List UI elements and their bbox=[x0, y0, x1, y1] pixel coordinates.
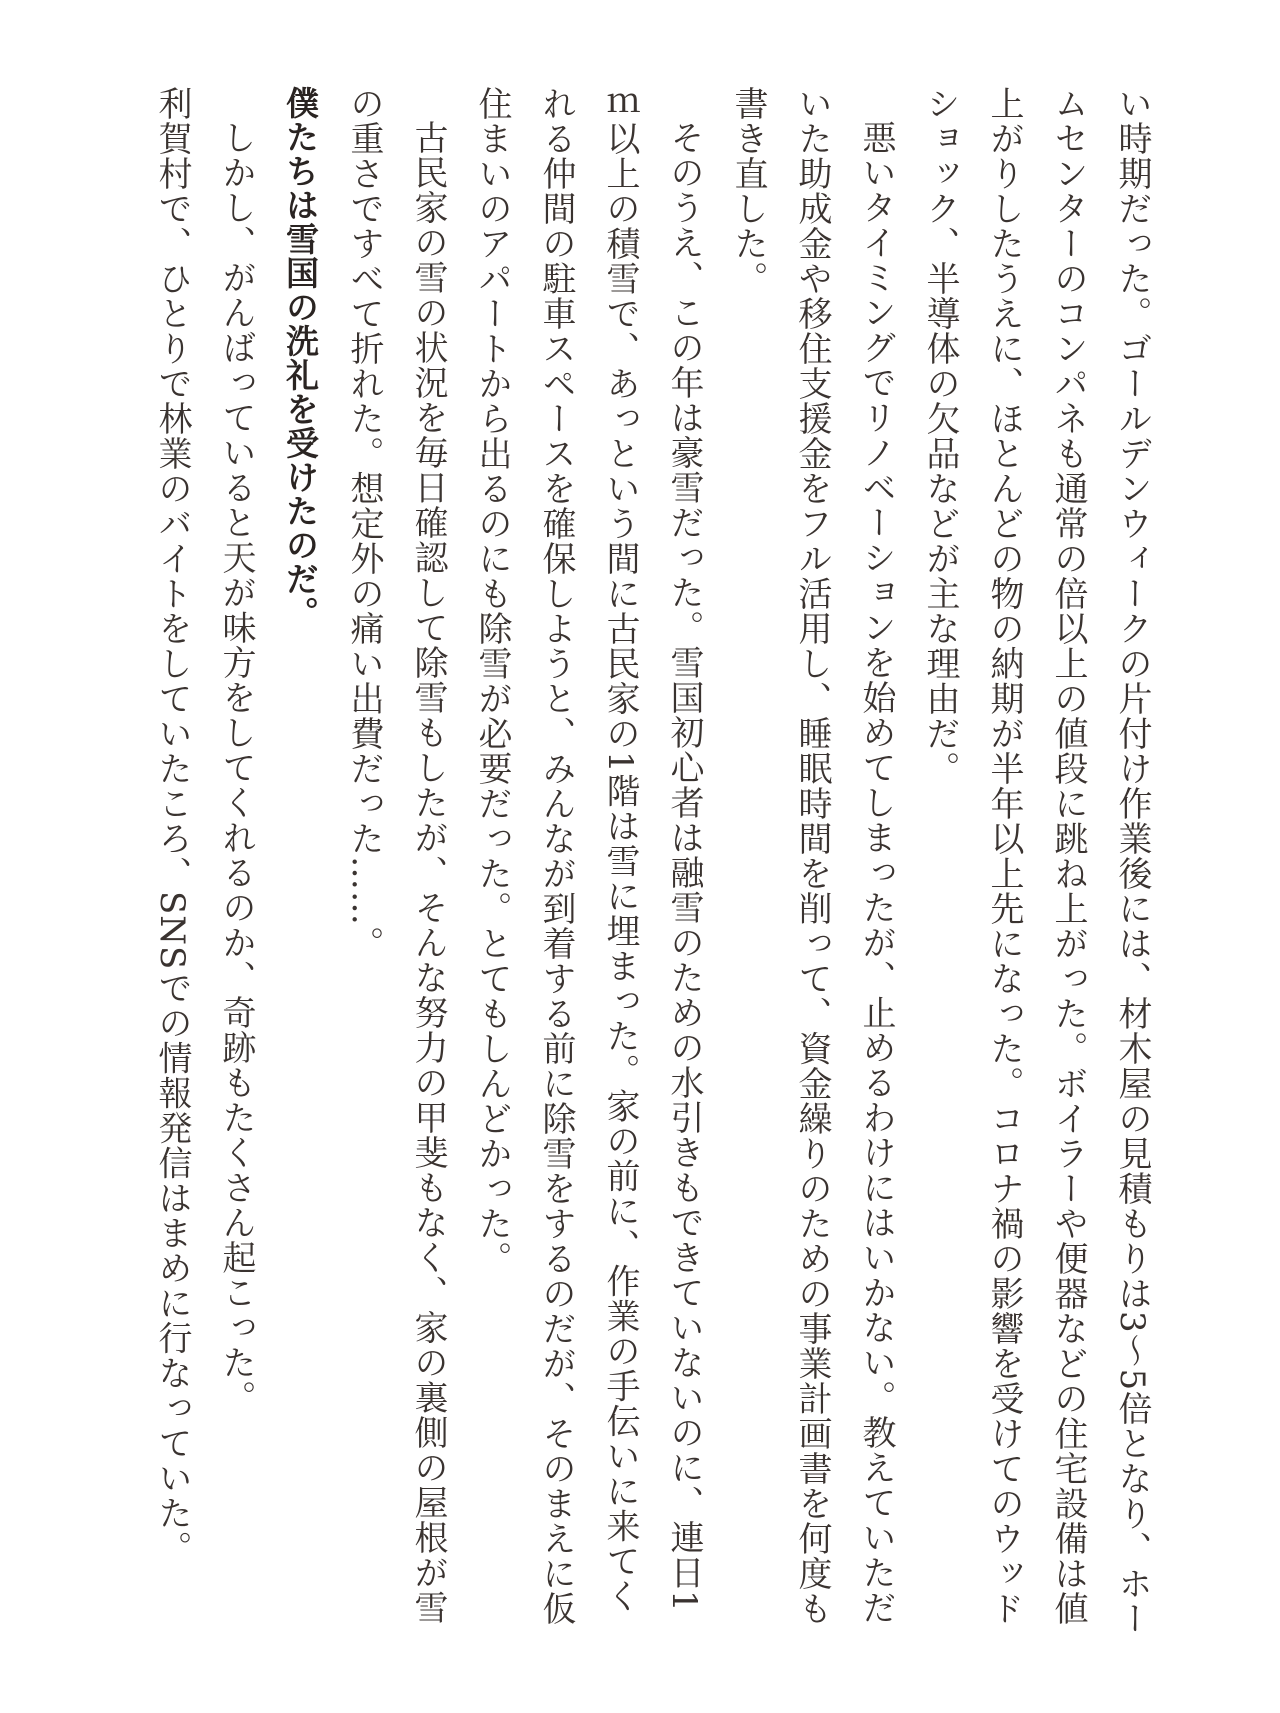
paragraph-4: 古民家の雪の状況を毎日確認して除雪もしたが、そんな努力の甲斐もなく、家の裏側の屋根が雪の重さですべて折れた。想定外の痛い出費だった……。 bbox=[344, 86, 448, 1625]
paragraph-3: そのうえ、この年は豪雪だった。雪国初心者は融雪のための水引きもできていないのに、連日1ｍ以上の積雪で、あっという間に古民家の1階は雪に埋まった。家の前に、作業の手伝いに来てくれる仲間の駐車スペースを確保しようと、みんなが到着する前に除雪をするのだが、そのまえに仮住まいのアパートから出るのにも除雪が必要だった。とてもしんどかった。 bbox=[472, 86, 704, 1626]
emphasis-paragraph: 僕たちは雪国の洗礼を受けたのだ。 bbox=[281, 86, 320, 630]
paragraph-1: い時期だった。ゴールデンウィークの片付け作業後には、材木屋の見積もりは3〜5倍となり、ホームセンターのコンパネも通常の倍以上の値段に跳ね上がった。ボイラーや便器などの住宅設備は値上がりしたうえに、ほとんどの物の納期が半年以上先になった。コロナ禍の影響を受けてのウッドショック、半導体の欠品などが主な理由だ。 bbox=[920, 86, 1152, 1637]
vertical-text-body bbox=[140, 86, 1164, 1646]
paragraph-6: しかし、がんばっていると天が味方をしてくれるのか、奇跡もたくさん起こった。 bbox=[216, 120, 256, 1415]
paragraph-2: 悪いタイミングでリノベーションを始めてしまったが、止めるわけにはいかない。教えていただいた助成金や移住支援金をフル活用し、睡眠時間を削って、資金繰りのための事業計画書を何度も書き直した。 bbox=[728, 86, 896, 1626]
paragraph-7: 利賀村で、ひとりで林業のバイトをしていたころ、SNSでの情報発信はまめに行なっていた。 bbox=[152, 86, 192, 1566]
